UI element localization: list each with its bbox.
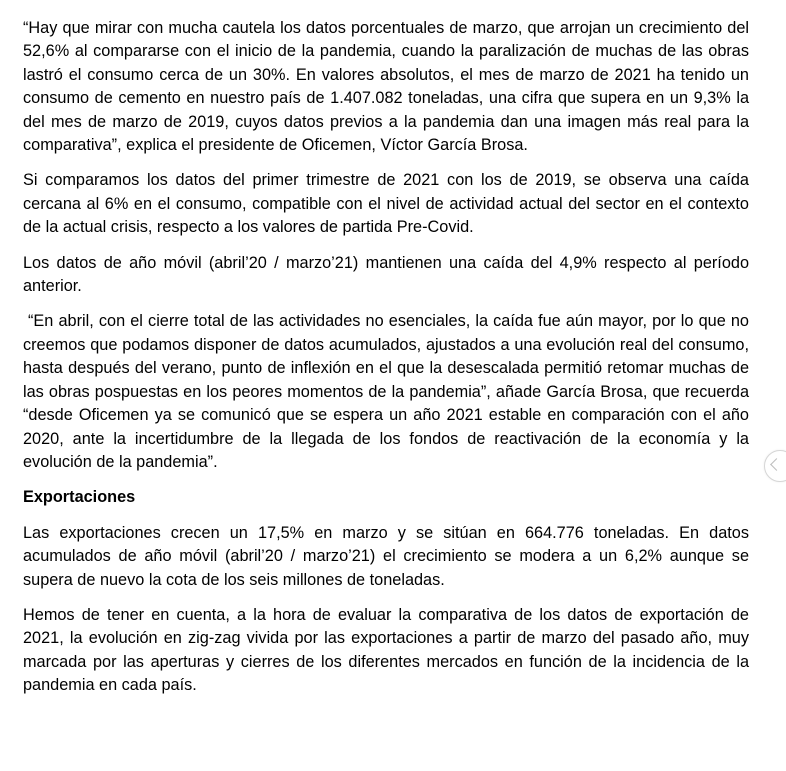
- side-panel-toggle[interactable]: [764, 450, 786, 482]
- paragraph-quote-march: “Hay que mirar con mucha cautela los datos porcentuales de marzo, que arrojan un crecimiento del 52,6% al compararse con el inicio de la pandemia, cuando la paralización de muchas de las obras lastró el consumo cerca de un 30%. En valores absolutos, el mes de marzo de 2021 ha tenido un consumo de cemento en nuestro país de 1.407.082 toneladas, una cifra que supera en un 9,3% la del mes de marzo de 2019, cuyos datos previos a la pandemia dan una imagen más real para la comparativa”, explica el presidente de Oficemen, Víctor García Brosa.: [23, 19, 749, 155]
- section-heading-exportaciones: Exportaciones: [23, 488, 136, 507]
- paragraph-exports-evaluation: Hemos de tener en cuenta, a la hora de evaluar la comparativa de los datos de exportación de 2021, la evolución en zig-zag vivida por las exportaciones a partir de marzo del pasado año, muy marcada por las aperturas y cierres de los diferentes mercados en función de la incidencia de la pandemia en cada país.: [23, 605, 749, 695]
- paragraph-moving-year: Los datos de año móvil (abril’20 / marzo’21) mantienen una caída del 4,9% respecto al período anterior.: [23, 253, 749, 296]
- paragraph-first-quarter: Si comparamos los datos del primer trimestre de 2021 con los de 2019, se observa una caída cercana al 6% en el consumo, compatible con el nivel de actividad actual del sector en el contexto de la actual crisis, respecto a los valores de partida Pre-Covid.: [23, 171, 749, 237]
- document-body: [23, 17, 749, 710]
- paragraph-quote-april: “En abril, con el cierre total de las actividades no esenciales, la caída fue aún mayor, por lo que no creemos que podamos disponer de datos acumulados, ajustados a una evolución real del consumo, hasta después del verano, punto de inflexión en el que la desescalada permitió retomar muchas de las obras pospuestas en los peores momentos de la pandemia”, añade García Brosa, que recuerda “desde Oficemen ya se comunicó que se espera un año 2021 estable en comparación con el año 2020, ante la incertidumbre de la llegada de los fondos de reactivación de la economía y la evolución de la pandemia”.: [23, 312, 749, 471]
- chevron-left-icon: [770, 458, 783, 471]
- paragraph-exports: Las exportaciones crecen un 17,5% en marzo y se sitúan en 664.776 toneladas. En datos acumulados de año móvil (abril’20 / marzo’21) el crecimiento se modera a un 6,2% aunque se supera de nuevo la cota de los seis millones de toneladas.: [23, 523, 749, 589]
